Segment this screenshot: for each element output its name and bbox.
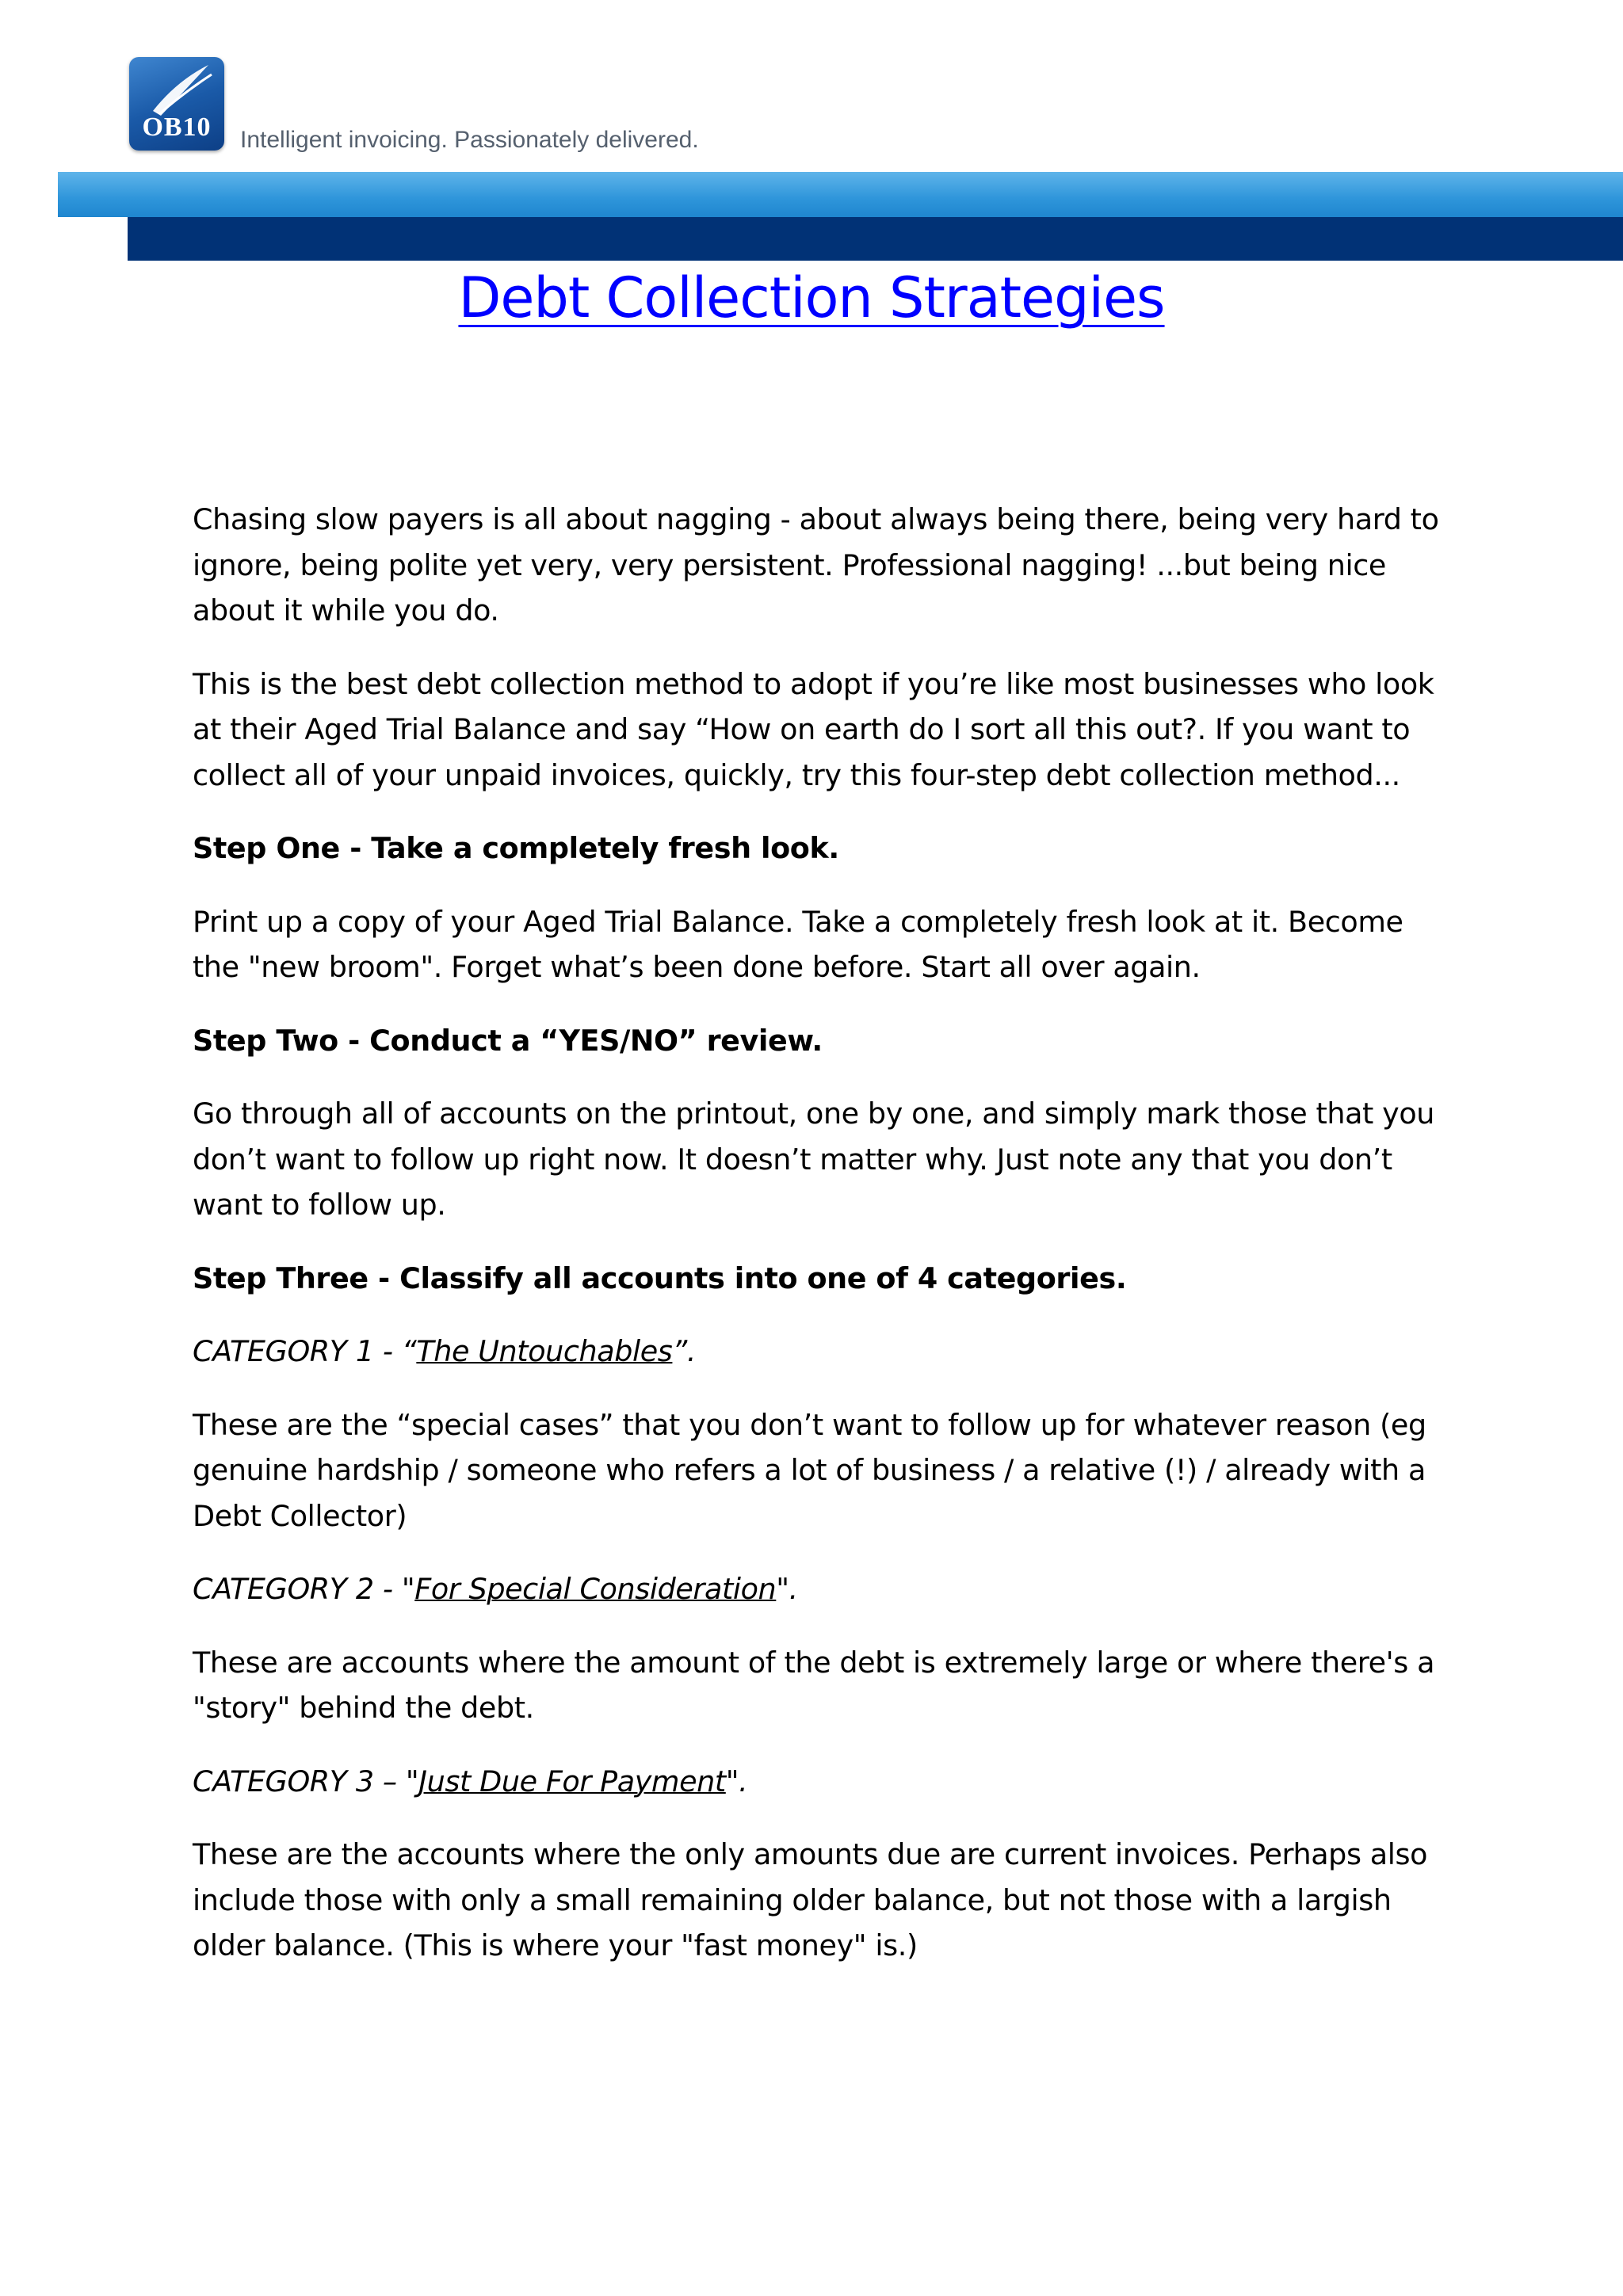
category-2-heading: [193, 1566, 1445, 1612]
document-title-link[interactable]: Debt Collection Strategies: [458, 265, 1165, 330]
category-3-name: Just Due For Payment: [418, 1764, 726, 1798]
logo-text: OB10: [142, 113, 212, 142]
step-three-heading: Step Three - Classify all accounts into one of 4 categories.: [193, 1261, 1127, 1295]
category-1-name: The Untouchables: [416, 1334, 673, 1368]
step-one-text: Print up a copy of your Aged Trial Balance. Take a completely fresh look at it. Become the "new broom". Forget what’s been done before. Start all over again.: [193, 904, 1403, 984]
category-1-suffix: ”.: [672, 1334, 697, 1368]
method-paragraph: This is the best debt collection method to adopt if you’re like most businesses who look at their Aged Trial Balance and say “How on earth do I sort all this out?. If you want to collect all of your unpaid invoices, quickly, try this four-step debt collection method...: [193, 666, 1434, 792]
category-3-suffix: ".: [725, 1764, 748, 1798]
category-3-text: These are the accounts where the only amounts due are current invoices. Perhaps also include those with only a small remaining older balance, but not those with a largish older balance. (This is where your "fast money" is.): [193, 1837, 1428, 1962]
category-3-heading: [193, 1759, 1445, 1805]
tagline: Intelligent invoicing. Passionately delivered.: [240, 127, 699, 153]
category-1-prefix: CATEGORY 1 - “: [193, 1334, 417, 1368]
category-1-heading: [193, 1329, 1445, 1375]
category-2-prefix: CATEGORY 2 - ": [193, 1572, 415, 1606]
company-logo: [129, 57, 224, 151]
category-2-text: These are accounts where the amount of the debt is extremely large or where there's a "story" behind the debt.: [193, 1645, 1435, 1725]
intro-paragraph: Chasing slow payers is all about nagging - about always being there, being very hard to ignore, being polite yet very, very persistent. Professional nagging! ...but being nice about it while you do.: [193, 502, 1439, 627]
category-2-name: For Special Consideration: [414, 1572, 777, 1606]
step-one-heading: Step One - Take a completely fresh look.: [193, 831, 839, 865]
header-band-dark: [128, 217, 1623, 261]
category-1-text: These are the “special cases” that you don’t want to follow up for whatever reason (eg genuine hardship / someone who refers a lot of business / a relative (!) / already with a Debt Collector): [193, 1407, 1426, 1533]
document-body: [193, 497, 1445, 1997]
category-2-suffix: ".: [776, 1572, 798, 1606]
step-two-heading: Step Two - Conduct a “YES/NO” review.: [193, 1023, 823, 1058]
header-band-light: [58, 172, 1623, 217]
category-3-prefix: CATEGORY 3 – ": [193, 1764, 419, 1798]
step-two-text: Go through all of accounts on the printout, one by one, and simply mark those that you don’t want to follow up right now. It doesn’t matter why. Just note any that you don’t want to follow up.: [193, 1097, 1435, 1222]
